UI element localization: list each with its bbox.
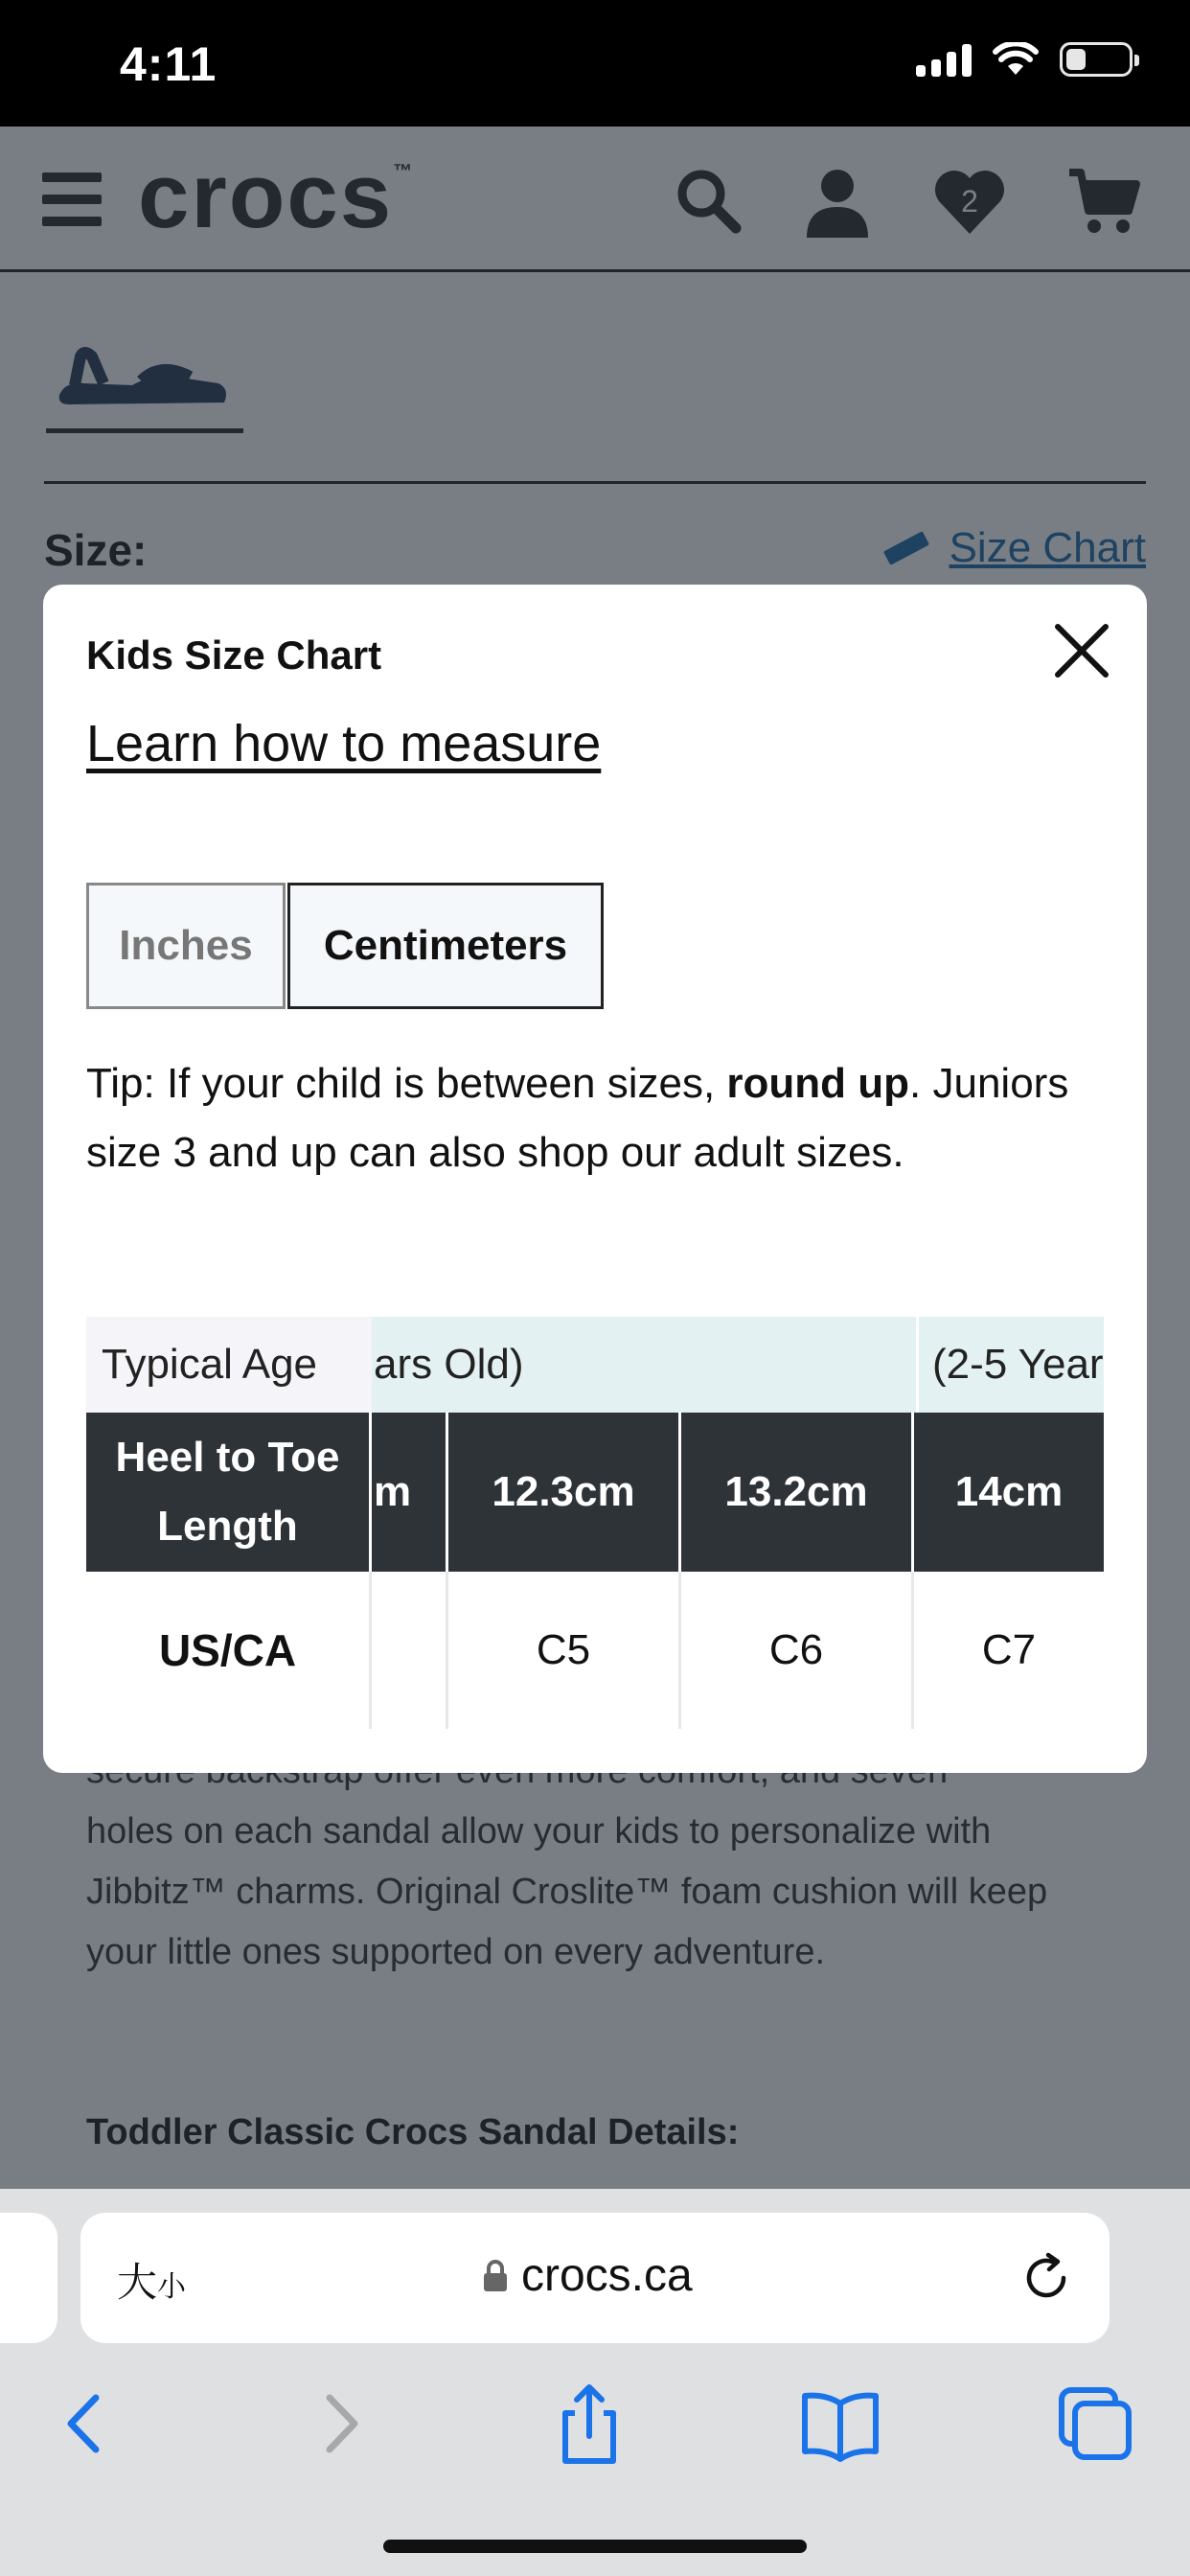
size-cell	[372, 1572, 448, 1729]
age-group-cell: ars Old)	[372, 1317, 916, 1413]
close-icon[interactable]	[1050, 619, 1113, 682]
learn-how-to-measure-link[interactable]: Learn how to measure	[86, 715, 602, 772]
status-icons	[916, 42, 1133, 77]
table-row-age	[86, 1317, 1104, 1413]
address-bar[interactable]	[80, 2213, 1110, 2343]
size-cell: C5	[448, 1572, 681, 1729]
bookmarks-icon[interactable]	[797, 2380, 883, 2467]
previous-tab-preview[interactable]	[0, 2213, 57, 2343]
home-indicator[interactable]	[383, 2540, 807, 2553]
size-chart-modal	[43, 585, 1147, 1773]
battery-icon	[1060, 42, 1133, 77]
status-time: 4:11	[120, 37, 217, 91]
url-display[interactable]	[483, 2249, 693, 2302]
length-header: Heel to Toe Length	[86, 1413, 372, 1572]
size-header: US/CA	[86, 1572, 372, 1729]
back-icon[interactable]	[42, 2380, 128, 2467]
unit-tabs	[86, 883, 604, 1009]
size-cell: C7	[981, 1626, 1037, 1673]
table-row-size	[86, 1572, 1104, 1729]
table-row-length	[86, 1413, 1104, 1572]
tab-centimeters[interactable]: Centimeters	[287, 883, 604, 1009]
tip-text: . Juniors size 3 and up can also shop our adult sizes.	[86, 1060, 1069, 1176]
tip-emphasis: round up	[726, 1060, 910, 1107]
status-bar	[0, 0, 1190, 126]
tabs-icon[interactable]	[1052, 2380, 1138, 2467]
reload-icon[interactable]	[1019, 2251, 1073, 2305]
size-cell: C6	[681, 1572, 914, 1729]
size-table[interactable]	[86, 1317, 1104, 1729]
forward-icon[interactable]	[297, 2380, 383, 2467]
tab-inches[interactable]: Inches	[86, 883, 286, 1009]
url-text: crocs.ca	[521, 2250, 693, 2301]
length-cell: 13.2cm	[681, 1413, 914, 1572]
wifi-icon	[993, 42, 1039, 77]
age-header: Typical Age	[86, 1317, 372, 1413]
share-icon[interactable]	[546, 2380, 632, 2467]
browser-toolbar	[0, 2189, 1190, 2576]
lock-icon	[483, 2260, 508, 2292]
size-tip	[86, 1049, 1102, 1187]
tip-text: Tip: If your child is between sizes,	[86, 1060, 727, 1107]
length-cell: 12.3cm	[448, 1413, 681, 1572]
text-size-button[interactable]: 大小	[117, 2260, 187, 2305]
length-cell: 14cm	[954, 1468, 1064, 1515]
length-cell: m	[372, 1413, 448, 1572]
browser-nav-row	[0, 2380, 1190, 2496]
modal-title: Kids Size Chart	[86, 632, 382, 678]
age-group-cell: (2-5 Year	[916, 1317, 1104, 1413]
cellular-signal-icon	[916, 42, 972, 77]
